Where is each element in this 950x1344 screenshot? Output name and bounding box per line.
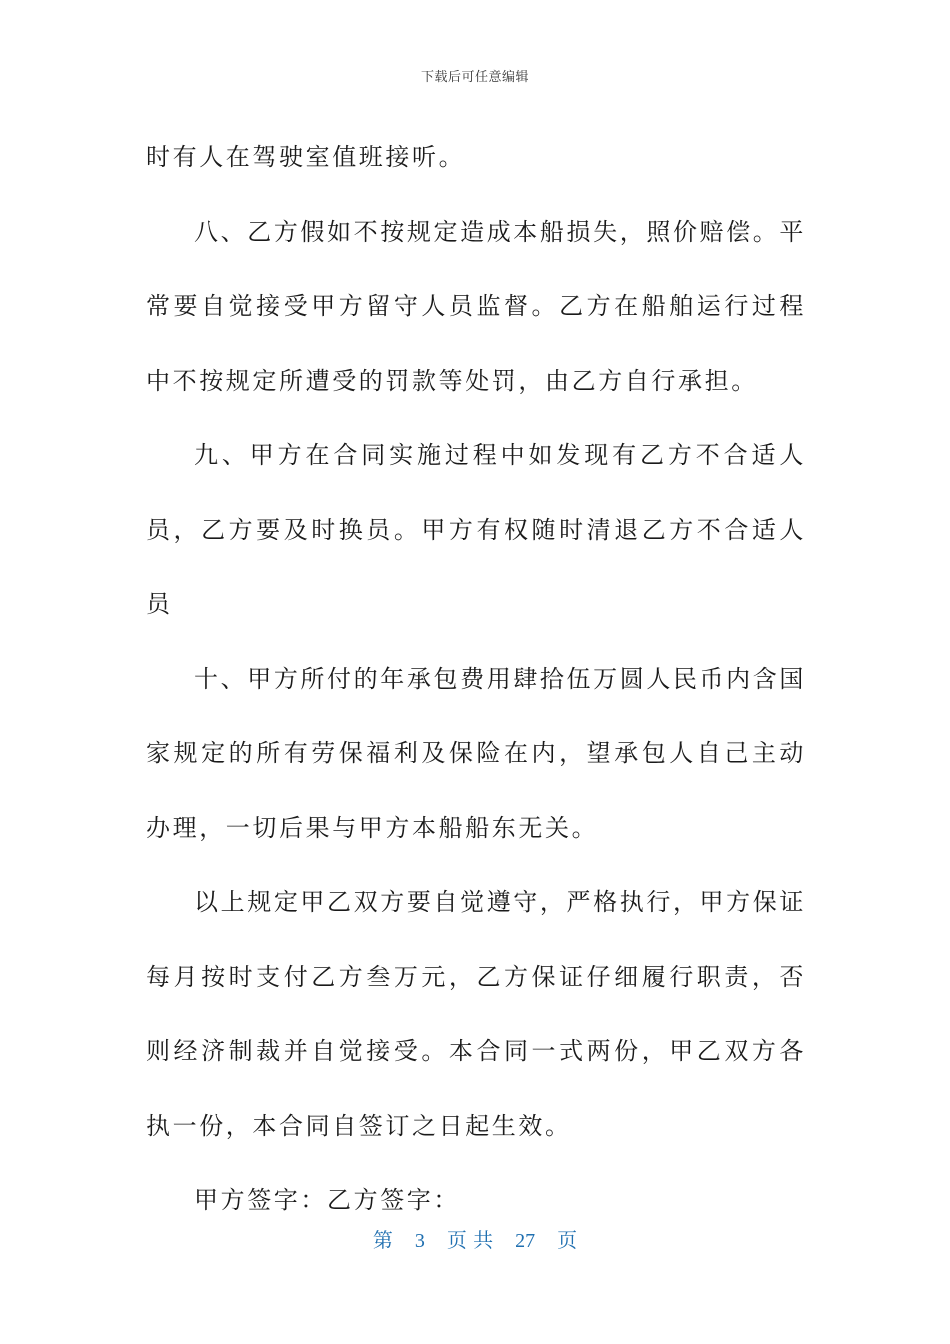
current-page-number: 3 (414, 1230, 425, 1252)
page-footer (0, 1224, 950, 1253)
paragraph-clause-9: 九、甲方在合同实施过程中如发现有乙方不合适人员，乙方要及时换员。甲方有权随时清退乙方不合适人员 (146, 441, 806, 618)
total-pages-number: 27 (515, 1230, 536, 1252)
paragraph-continuation: 时有人在驾驶室值班接听。 (146, 143, 466, 171)
footer-prefix: 第 (372, 1228, 393, 1252)
document-body (146, 120, 806, 1238)
paragraph-clause-10: 十、甲方所付的年承包费用肆拾伍万圆人民币内含国家规定的所有劳保福利及保险在内，望承包人自己主动办理，一切后果与甲方本船船东无关。 (146, 664, 806, 842)
page-header: 下载后可任意编辑 (420, 70, 529, 85)
footer-middle: 页 共 (446, 1228, 494, 1252)
footer-suffix: 页 (557, 1228, 578, 1252)
paragraph-clause-8: 八、乙方假如不按规定造成本船损失，照价赔偿。平常要自觉接受甲方留守人员监督。乙方在船舶运行过程中不按规定所遭受的罚款等处罚，由乙方自行承担。 (146, 217, 806, 395)
signature-line: 甲方签字：乙方签字： (194, 1186, 460, 1214)
paragraph-summary: 以上规定甲乙双方要自觉遵守，严格执行，甲方保证每月按时支付乙方叁万元，乙方保证仔细履行职责，否则经济制裁并自觉接受。本合同一式两份，甲乙双方各执一份，本合同自签订之日起生效。 (146, 888, 806, 1140)
